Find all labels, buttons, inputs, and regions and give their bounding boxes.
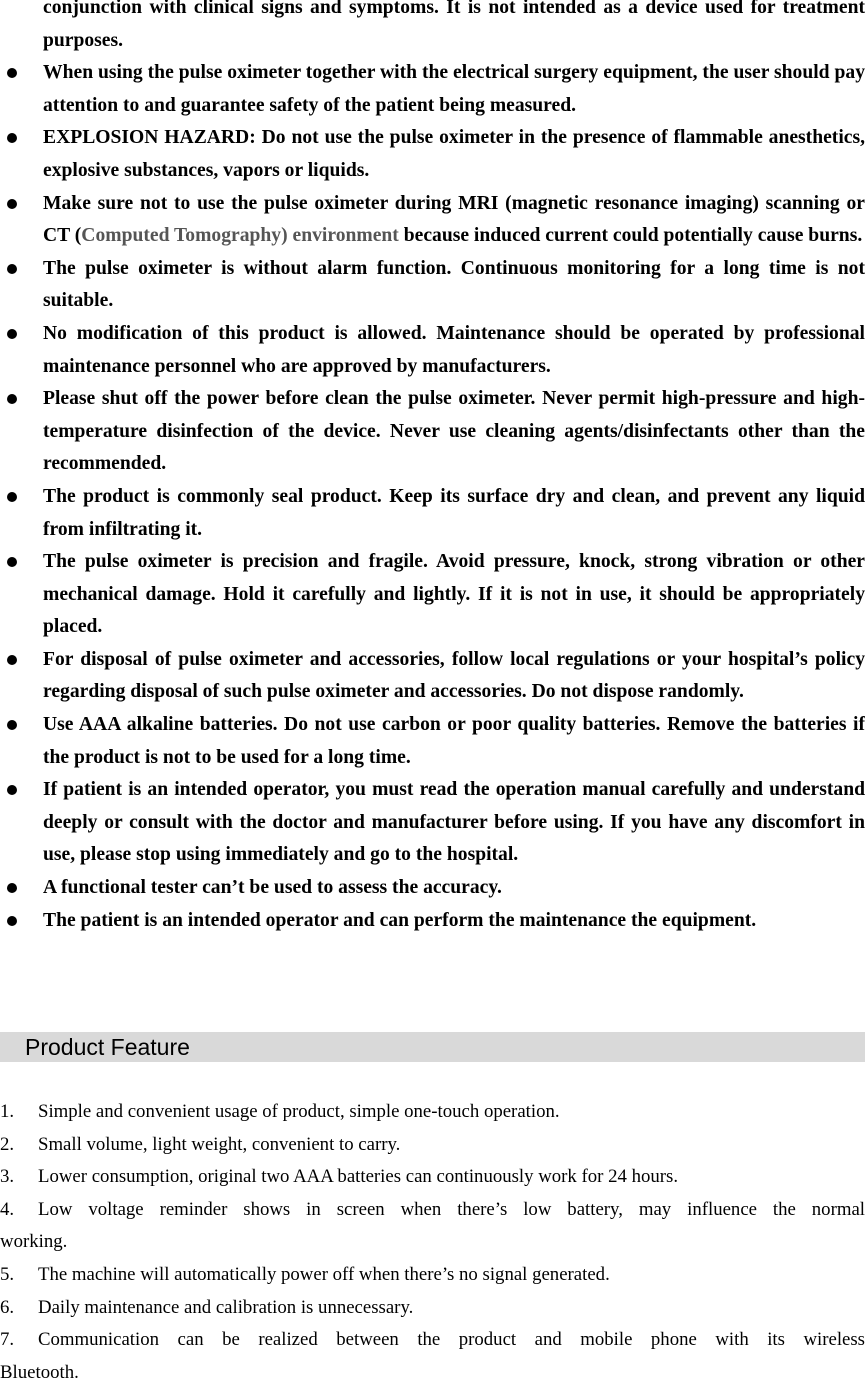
feature-text: The machine will automatically power off when there’s no signal generated. [38, 1263, 610, 1285]
bullet-dot-icon [7, 394, 17, 404]
feature-text-continued: working. [0, 1231, 68, 1253]
warning-text: EXPLOSION HAZARD: Do not use the pulse oximeter in the presence of flammable anesthetics, explosive substances, vapors or liquids. [43, 127, 865, 181]
feature-number: 5. [0, 1263, 15, 1285]
warning-item [43, 905, 865, 938]
feature-item [0, 1292, 865, 1325]
feature-item [0, 1324, 865, 1357]
feature-text: Lower consumption, original two AAA batteries can continuously work for 24 hours. [38, 1166, 679, 1188]
feature-item [0, 1096, 865, 1129]
warning-text: The pulse oximeter is without alarm function. Continuous monitoring for a long time is not suitable. [43, 257, 865, 312]
bullet-dot-icon [7, 720, 17, 730]
warning-item [43, 122, 865, 187]
warning-text: A functional tester can’t be used to assess the accuracy. [43, 877, 502, 899]
feature-number: 1. [0, 1101, 15, 1122]
warning-item [43, 481, 865, 546]
feature-text: Communication can be realized between the product and mobile phone with its wireless [38, 1329, 865, 1351]
bullet-dot-icon [7, 68, 17, 78]
warning-item [43, 872, 865, 905]
warning-text: When using the pulse oximeter together with the electrical surgery equipment, the user should pay attention to and guarantee safety of the patient being measured. [43, 62, 865, 116]
feature-item [0, 1194, 865, 1227]
warning-text-start: Make sure not to use the pulse oximeter during MRI (magnetic resonance imaging) scanning or CT ( [43, 192, 865, 247]
warning-item [43, 709, 865, 774]
bullet-dot-icon [7, 655, 17, 665]
warning-text: For disposal of pulse oximeter and accessories, follow local regulations or your hospital’s policy regarding disposal of such pulse oximeter and accessories. Do not dispose randomly. [43, 648, 865, 703]
feature-item [0, 1129, 865, 1162]
feature-text: Small volume, light weight, convenient to carry. [38, 1133, 401, 1155]
feature-text-continued: Bluetooth. [0, 1361, 79, 1383]
feature-list [0, 1096, 865, 1389]
warning-text-end: because induced current could potentially cause burns. [398, 225, 863, 247]
feature-text: Simple and convenient usage of product, simple one-touch operation. [38, 1101, 560, 1122]
bullet-dot-icon [7, 133, 17, 143]
feature-item [0, 1259, 865, 1292]
feature-text: Daily maintenance and calibration is unnecessary. [38, 1296, 414, 1318]
warning-item [43, 383, 865, 481]
warning-highlight-text: Computed Tomography) environment [81, 225, 399, 247]
bullet-dot-icon [7, 492, 17, 502]
warning-text: If patient is an intended operator, you must read the operation manual carefully and understand deeply or consult with the doctor and manufacturer before using. If you have any discomfort in use, please stop using immediately and go to the hospital. [43, 779, 865, 866]
bullet-dot-icon [7, 785, 17, 795]
warning-text: The patient is an intended operator and can perform the maintenance the equipment. [43, 909, 757, 931]
bullet-dot-icon [7, 264, 17, 274]
warning-text: The pulse oximeter is precision and fragile. Avoid pressure, knock, strong vibration or other mechanical damage. Hold it carefully and lightly. If it is not in use, it should be appropriately placed. [43, 551, 865, 638]
warning-item [43, 318, 865, 383]
warning-item [43, 188, 865, 253]
warning-text: Use AAA alkaline batteries. Do not use carbon or poor quality batteries. Remove the batteries if the product is not to be used for a long time. [43, 714, 865, 768]
bullet-dot-icon [7, 329, 17, 339]
section-header-bar [0, 1032, 865, 1062]
feature-text: Low voltage reminder shows in screen when there’s low battery, may influence the normal [38, 1198, 865, 1220]
bullet-dot-icon [7, 883, 17, 893]
feature-number: 3. [0, 1166, 15, 1188]
feature-item [0, 1161, 865, 1194]
feature-number: 7. [0, 1329, 15, 1351]
warning-text: No modification of this product is allowed. Maintenance should be operated by professional maintenance personnel who are approved by manufacturers. [43, 322, 865, 377]
warning-item [43, 546, 865, 644]
bullet-dot-icon [7, 199, 17, 209]
warning-continued-text: conjunction with clinical signs and symptoms. It is not intended as a device used for treatment purposes. [43, 0, 865, 51]
warning-text: Please shut off the power before clean the pulse oximeter. Never permit high-pressure and high-temperature disinfection of the device. Never use cleaning agents/disinfectants other than the recommended. [43, 388, 865, 475]
feature-number: 4. [0, 1198, 15, 1220]
feature-number: 2. [0, 1133, 15, 1155]
warning-text: The product is commonly seal product. Keep its surface dry and clean, and prevent any liquid from infiltrating it. [43, 485, 865, 540]
warning-item [43, 253, 865, 318]
feature-number: 6. [0, 1296, 15, 1318]
warning-item [43, 644, 865, 709]
bullet-dot-icon [7, 916, 17, 926]
warning-item [43, 57, 865, 122]
warning-item [43, 774, 865, 872]
bullet-dot-icon [7, 557, 17, 567]
section-title: Product Feature [25, 1034, 190, 1060]
